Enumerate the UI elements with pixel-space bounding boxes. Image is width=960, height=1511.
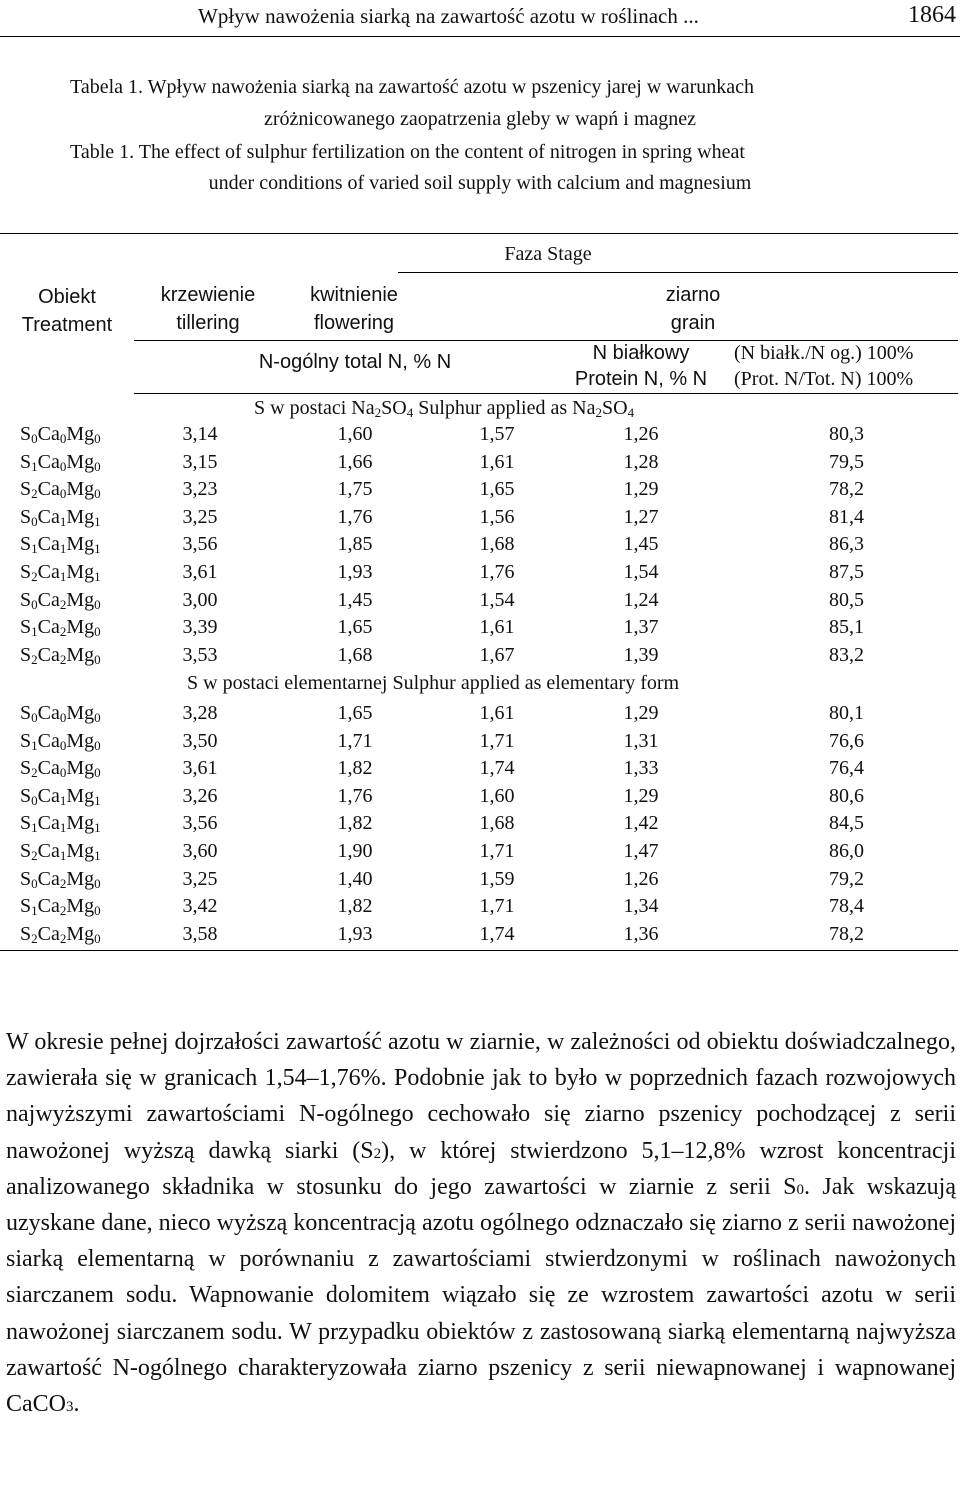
table-cell: 84,5 [829, 812, 864, 835]
header-protein-n-pl: N białkowy [592, 342, 690, 364]
table-cell: 1,71 [479, 895, 515, 918]
row-treatment: $S_0Ca_0Mg_0$ [20, 702, 101, 725]
table-cell: 1,29 [623, 478, 659, 501]
table-cell: 3,50 [182, 729, 218, 752]
table-cell: 1,45 [623, 533, 659, 556]
table-cell: 1,74 [479, 757, 515, 780]
row-treatment: $S_1Ca_1Mg_1$ [20, 812, 101, 836]
table-cell: 3,15 [182, 450, 218, 473]
header-ratio-en: (Prot. N/Tot. N) 100% [734, 368, 914, 390]
table-cell: 1,75 [337, 478, 373, 501]
table-bottom-rule [0, 950, 958, 951]
table-caption-pl-line2: zróżnicowanego zaopatrzenia gleby w wapń i magnez [263, 108, 697, 130]
table-cell: 3,56 [182, 533, 218, 556]
table-cell: 1,61 [479, 450, 515, 473]
table-cell: 1,59 [479, 867, 515, 890]
table-cell: 1,76 [337, 505, 373, 528]
table-cell: 3,42 [182, 895, 218, 918]
table-cell: 1,34 [623, 895, 659, 918]
table-cell: 1,65 [337, 702, 373, 724]
table-cell: 1,82 [337, 757, 373, 780]
stage-rule [398, 272, 958, 273]
table-cell: 83,2 [829, 643, 864, 666]
page-number: 1864 [908, 2, 956, 28]
table-cell: 85,1 [829, 616, 864, 639]
table-cell: 1,71 [337, 729, 373, 752]
table-cell: 1,68 [479, 533, 515, 556]
table-cell: 80,5 [829, 588, 864, 611]
table-cell: 1,47 [623, 840, 659, 862]
table-cell: 81,4 [829, 505, 864, 528]
table-caption-en-line1: Table 1. The effect of sulphur fertilization on the content of nitrogen in spring wheat [70, 141, 745, 163]
table-cell: 1,57 [479, 423, 515, 445]
header-grain [630, 281, 756, 337]
table-cell: 3,28 [182, 702, 218, 724]
row-treatment: $S_2Ca_0Mg_0$ [20, 757, 101, 781]
header-ratio [734, 340, 913, 392]
unit-header-rule [134, 393, 958, 394]
row-treatment: $S_0Ca_0Mg_0$ [20, 423, 101, 446]
table-cell: 1,54 [479, 588, 515, 611]
header-protein-n [558, 340, 724, 392]
table-cell: 1,29 [623, 784, 659, 807]
table-cell: 1,26 [623, 867, 659, 890]
table-cell: 3,14 [182, 423, 218, 445]
table-cell: 78,2 [829, 478, 864, 501]
row-treatment: $S_1Ca_0Mg_0$ [20, 729, 101, 753]
header-grain-pl: ziarno [665, 284, 721, 306]
table-cell: 76,4 [829, 757, 864, 780]
table-caption-en-line2: under conditions of varied soil supply with calcium and magnesium [208, 172, 752, 194]
body-paragraph: W okresie pełnej dojrzałości zawartość azotu w ziarnie, w zależności od obiektu doświadczalnego, zawierała się w granicach 1,54–1,76%. Podobnie jak to było w poprzednich fazach rozwojowych najwyższymi zawartościami N-ogólnego cechowało się ziarno pszenicy pochodzącej z serii nawożonej wyższą dawką siarki (S2), w której stwierdzono 5,1–12,8% wzrost koncentracji analizowanego składnika w stosunku do jego zawartości w ziarnie z serii S0. Jak wskazują uzyskane dane, nieco wyższą koncentracją azotu ogólnego odznaczało się ziarno z serii nawożonej siarką elementarną w porównaniu z zawartościami stwierdzonymi w roślinach nawożonych siarczanem sodu. Wapnowanie dolomitem wiązało się ze wzrostem zawartości azotu w serii nawożonej siarczanem sodu. W przypadku obiektów z zastosowaną siarką elementarną najwyższa zawartość N-ogólnego charakteryzowała ziarno pszenicy z serii niewapnowanej i wapnowanej CaCO3. [6, 1029, 957, 1418]
table-cell: 3,25 [182, 505, 218, 528]
table-cell: 79,5 [829, 450, 864, 473]
table-cell: 1,26 [623, 423, 659, 445]
table-cell: 1,71 [479, 729, 515, 752]
table-cell: 1,74 [479, 922, 515, 945]
header-tillering-pl: krzewienie [160, 284, 256, 306]
table-cell: 3,00 [182, 588, 218, 611]
header-protein-n-en: Protein N, % N [574, 368, 708, 390]
table-cell: 87,5 [829, 561, 864, 583]
table-cell: 1,31 [623, 729, 659, 752]
table-cell: 78,4 [829, 895, 864, 918]
table-cell: 3,53 [182, 643, 218, 666]
table-cell: 1,39 [623, 643, 659, 666]
table-cell: 78,2 [829, 922, 864, 945]
table-cell: 3,23 [182, 478, 218, 501]
table-cell: 1,65 [337, 616, 373, 639]
row-treatment: $S_0Ca_1Mg_1$ [20, 784, 101, 808]
table-cell: 86,3 [829, 533, 864, 556]
table-cell: 1,60 [337, 423, 373, 445]
table-cell: 1,27 [623, 505, 659, 528]
running-title: Wpływ nawożenia siarką na zawartość azotu w roślinach ... [198, 4, 699, 28]
table-cell: 1,76 [337, 784, 373, 807]
row-treatment: $S_0Ca_1Mg_1$ [20, 505, 101, 529]
section-label-elementary: S w postaci elementarnej Sulphur applied as elementary form [187, 672, 680, 694]
header-stage: Faza Stage [504, 243, 592, 265]
table-cell: 1,60 [479, 784, 515, 807]
header-total-n: N-ogólny total N, % N [258, 351, 452, 373]
table-cell: 1,36 [623, 922, 659, 945]
table-caption-pl-line1: Tabela 1. Wpływ nawożenia siarką na zawartość azotu w pszenicy jarej w warunkach [70, 76, 755, 98]
header-grain-en: grain [670, 312, 716, 334]
header-ratio-pl: (N białk./N og.) 100% [734, 342, 914, 364]
table-cell: 3,61 [182, 561, 218, 583]
table-cell: 3,61 [182, 757, 218, 780]
header-treatment [0, 283, 134, 339]
table-cell: 1,61 [479, 616, 515, 639]
row-treatment: $S_0Ca_2Mg_0$ [20, 867, 101, 891]
table-cell: 3,56 [182, 812, 218, 835]
table-cell: 1,85 [337, 533, 373, 556]
row-treatment: $S_2Ca_1Mg_1$ [20, 561, 101, 584]
table-cell: 76,6 [829, 729, 864, 752]
row-treatment: $S_2Ca_0Mg_0$ [20, 478, 101, 502]
table-cell: 1,54 [623, 561, 659, 583]
table-cell: 86,0 [829, 840, 864, 862]
table-cell: 1,37 [623, 616, 659, 639]
header-flowering [286, 281, 422, 337]
row-treatment: $S_2Ca_2Mg_0$ [20, 922, 101, 946]
table-cell: 1,90 [337, 840, 373, 862]
table-cell: 1,40 [337, 867, 373, 890]
row-treatment: $S_1Ca_0Mg_0$ [20, 450, 101, 474]
table-top-rule [0, 233, 958, 234]
table-cell: 1,68 [479, 812, 515, 835]
table-cell: 1,29 [623, 702, 659, 724]
row-treatment: $S_2Ca_2Mg_0$ [20, 643, 101, 667]
table-cell: 1,71 [479, 840, 515, 862]
table-cell: 1,42 [623, 812, 659, 835]
table-cell: 1,82 [337, 812, 373, 835]
table-cell: 1,24 [623, 588, 659, 611]
table-cell: 79,2 [829, 867, 864, 890]
header-tillering [140, 281, 276, 337]
table-cell: 1,82 [337, 895, 373, 918]
header-flowering-en: flowering [313, 312, 395, 334]
row-treatment: $S_2Ca_1Mg_1$ [20, 840, 101, 863]
header-treatment-en: Treatment [21, 314, 113, 336]
table-cell: 1,67 [479, 643, 515, 666]
table-cell: 1,28 [623, 450, 659, 473]
table-cell: 3,25 [182, 867, 218, 890]
table-cell: 1,93 [337, 922, 373, 945]
table-cell: 80,6 [829, 784, 864, 807]
table-cell: 1,76 [479, 561, 515, 583]
table-cell: 1,33 [623, 757, 659, 780]
table-cell: 1,61 [479, 702, 515, 724]
row-treatment: $S_1Ca_1Mg_1$ [20, 533, 101, 557]
table-cell: 3,39 [182, 616, 218, 639]
row-treatment: $S_1Ca_2Mg_0$ [20, 616, 101, 640]
header-flowering-pl: kwitnienie [310, 284, 398, 306]
table-cell: 3,26 [182, 784, 218, 807]
table-cell: 80,1 [829, 702, 864, 724]
table-cell: 3,60 [182, 840, 218, 862]
table-cell: 80,3 [829, 423, 864, 445]
table-cell: 1,68 [337, 643, 373, 666]
header-treatment-pl: Obiekt [38, 286, 96, 308]
row-treatment: $S_1Ca_2Mg_0$ [20, 895, 101, 919]
table-cell: 1,56 [479, 505, 515, 528]
table-cell: 1,65 [479, 478, 515, 501]
running-header [0, 0, 960, 37]
table-cell: 1,93 [337, 561, 373, 583]
table-cell: 1,45 [337, 588, 373, 611]
section-label-na2so4: S w postaci $Na_2SO_4$ Sulphur applied as $Na_2SO_4$ [254, 397, 635, 420]
header-tillering-en: tillering [176, 312, 240, 334]
table-cell: 3,58 [182, 922, 218, 945]
row-treatment: $S_0Ca_2Mg_0$ [20, 588, 101, 612]
table-cell: 1,66 [337, 450, 373, 473]
